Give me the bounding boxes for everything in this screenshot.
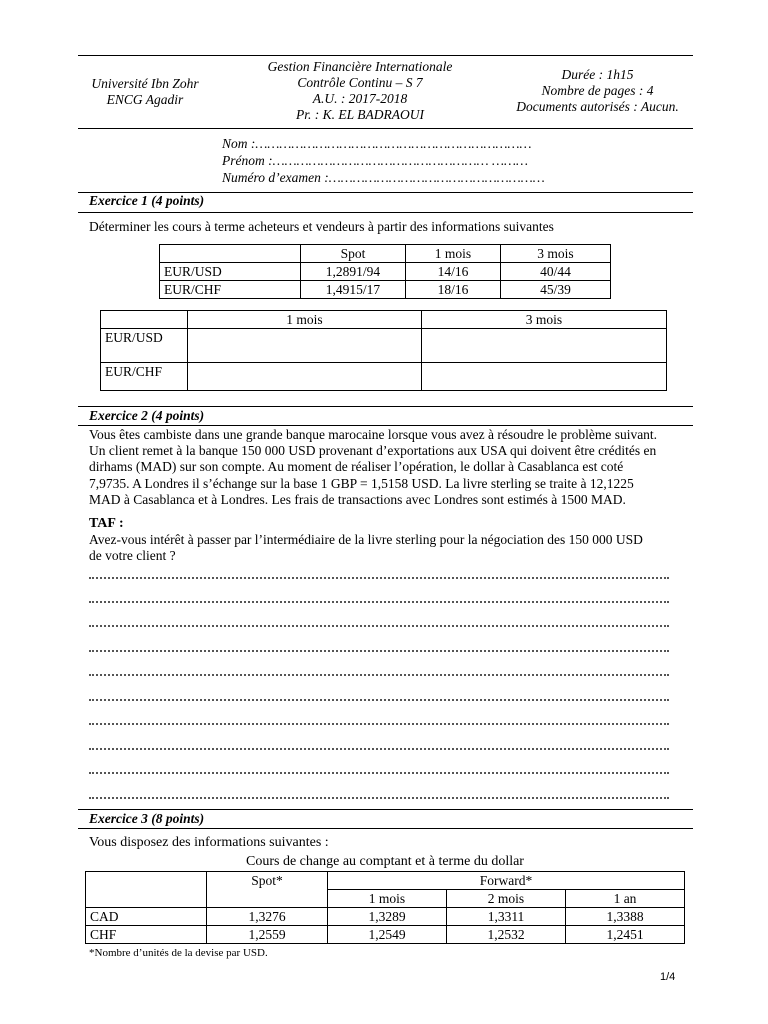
exam-type: Contrôle Continu – S 7 [297,75,423,90]
ex1-title: Exercice 1 (4 points) [89,193,205,208]
ex3-title-rule [78,828,693,829]
table-row [101,363,667,391]
answer-cell [188,329,422,363]
table-cell: CAD [86,908,207,926]
table-cell [101,311,188,329]
ex2-title: Exercice 2 (4 points) [89,408,205,423]
ex3-top-rule [78,809,693,810]
answer-cell [188,363,422,391]
table-header: Spot [301,245,406,263]
answer-line [89,591,669,603]
table-header: 3 mois [422,311,667,329]
table-cell [160,245,301,263]
table-cell: 1,2451 [566,926,685,944]
header-top-rule [78,55,693,56]
table-cell: EUR/USD [101,329,188,363]
answer-line [89,713,669,725]
course-title: Gestion Financière Internationale [267,59,453,74]
ex3-rates-table [85,871,685,944]
statement-line: Vous êtes cambiste dans une grande banque marocaine lorsque vous avez à résoudre le problème suivant. [89,427,658,442]
table-cell: 1,4915/17 [301,281,406,299]
taf-label: TAF : [89,516,124,531]
table-cell: 40/44 [501,263,611,281]
university-name: Université Ibn Zohr [91,76,199,91]
numero-line: Numéro d’examen :……………………………………………… [222,170,545,185]
table-cell: 18/16 [406,281,501,299]
answer-line [89,689,669,701]
table-header: 1 mois [328,890,447,908]
table-cell: 1,3311 [447,908,566,926]
answer-cell [422,363,667,391]
prenom-line: Prénom :……………………………………………… ……… [222,153,529,168]
ex3-table-title: Cours de change au comptant et à terme du dollar [246,854,524,869]
ex2-statement [89,427,679,508]
header-right [500,67,695,115]
table-row [86,926,685,944]
ex2-title-rule [78,425,693,426]
table-cell: 1,3388 [566,908,685,926]
ex1-answer-table [100,310,667,391]
table-header: 3 mois [501,245,611,263]
page-count: Nombre de pages : 4 [541,83,654,98]
ex3-intro: Vous disposez des informations suivantes : [89,835,329,850]
spot-header: Spot* [207,872,328,908]
table-cell: 14/16 [406,263,501,281]
table-cell: 1,2891/94 [301,263,406,281]
documents-allowed: Documents autorisés : Aucun. [516,99,679,114]
statement-line: dirhams (MAD) sur son compte. Au moment de réaliser l’opération, le dollar à Casablanca est coté [89,459,624,475]
question-line: Avez-vous intérêt à passer par l’intermédiaire de la livre sterling pour la négociation des 150 000 USD [89,532,643,547]
page-number: 1/4 [660,971,676,983]
table-row [101,329,667,363]
table-header: 2 mois [447,890,566,908]
school-name: ENCG Agadir [106,92,184,107]
table-cell: EUR/CHF [101,363,188,391]
table-cell: 45/39 [501,281,611,299]
table-row [86,908,685,926]
answer-line [89,664,669,676]
duration: Durée : 1h15 [561,67,634,82]
answer-line [89,787,669,799]
ex3-title: Exercice 3 (8 points) [89,811,205,826]
ex2-top-rule [78,406,693,407]
answer-line [89,738,669,750]
table-row [86,872,685,890]
header-center [225,59,495,123]
statement-line: Un client remet à la banque 150 000 USD provenant d’exportations aux USA qui doivent être crédités en [89,443,657,459]
ex1-title-rule [78,212,693,213]
table-cell [86,872,207,908]
ex1-quotes-table [159,244,611,299]
table-header: 1 mois [406,245,501,263]
nom-line: Nom :…………………………………………………………… [222,136,532,151]
header-bottom-rule [78,128,693,129]
table-row [160,263,611,281]
table-cell: 1,3289 [328,908,447,926]
table-cell: 1,2532 [447,926,566,944]
professor: Pr. : K. EL BADRAOUI [296,107,424,122]
table-header: 1 an [566,890,685,908]
table-cell: 1,2549 [328,926,447,944]
ex1-instruction: Déterminer les cours à terme acheteurs et vendeurs à partir des informations suivantes [89,219,554,234]
ex3-footnote: *Nombre d’unités de la devise par USD. [89,947,268,959]
table-header: 1 mois [188,311,422,329]
header-left [70,76,220,108]
forward-header: Forward* [328,872,685,890]
table-row [160,281,611,299]
table-cell: EUR/USD [160,263,301,281]
answer-line [89,567,669,579]
statement-line: MAD à Casablanca et à Londres. Les frais de transactions avec Londres sont estimés à 1500 MAD. [89,491,626,507]
answer-line [89,762,669,774]
table-row [160,245,611,263]
table-cell: EUR/CHF [160,281,301,299]
statement-line: 7,9735. A Londres il s’échange sur la base 1 GBP = 1,5158 USD. La livre sterling se traite à 12,1225 [89,475,634,491]
table-row [101,311,667,329]
table-cell: 1,3276 [207,908,328,926]
academic-year: A.U. : 2017-2018 [312,91,408,106]
answer-cell [422,329,667,363]
table-cell: 1,2559 [207,926,328,944]
answer-line [89,640,669,652]
ex2-question [89,532,679,564]
question-line: de votre client ? [89,548,176,564]
answer-line [89,615,669,627]
table-cell: CHF [86,926,207,944]
